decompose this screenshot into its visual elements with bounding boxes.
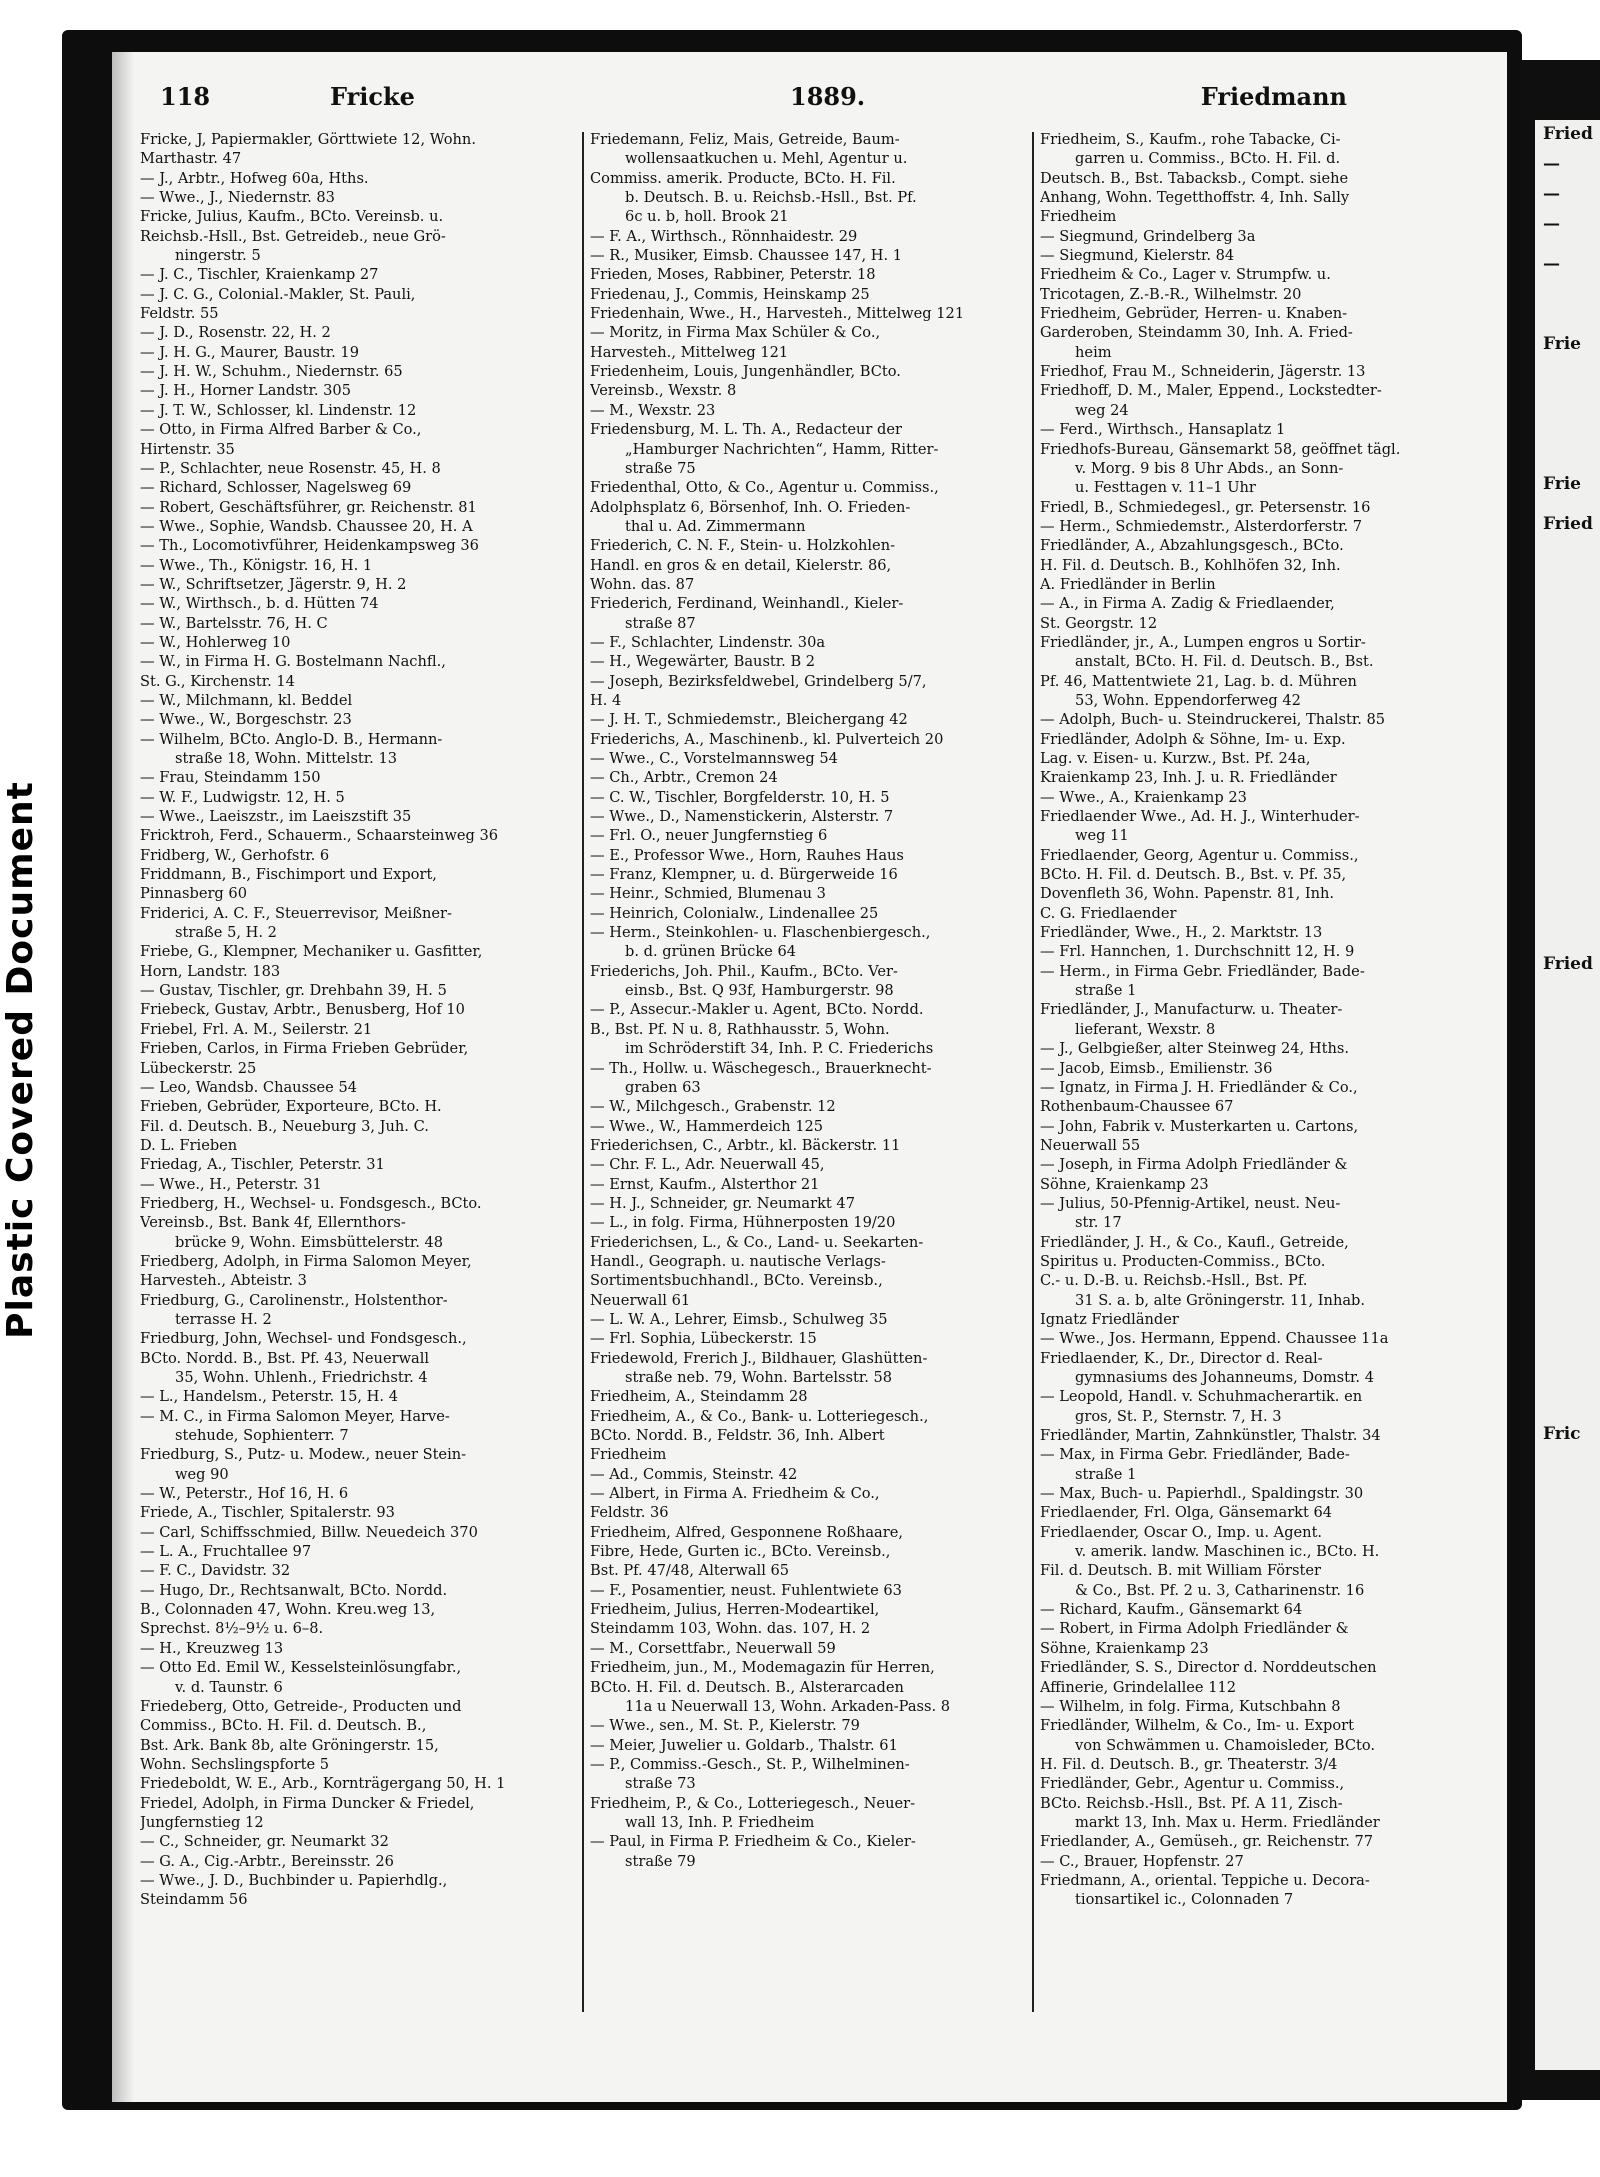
directory-entry-line: C. G. Friedlaender xyxy=(1040,904,1177,922)
directory-entry-line: Fricke, J, Papiermakler, Görttwiete 12, Wohn. xyxy=(140,131,476,148)
directory-entry-line: — Siegmund, Grindelberg 3a xyxy=(1040,227,1256,245)
directory-entry-line: — Wwe., Laeiszstr., im Laeiszstift 35 xyxy=(140,808,412,826)
directory-entry-line: Friedländer, jr., A., Lumpen engros u Sortir- xyxy=(1040,633,1366,651)
directory-entry-line: Commiss. amerik. Producte, BCto. H. Fil. xyxy=(590,169,896,187)
directory-entry-line: Friddmann, B., Fischimport und Export, xyxy=(140,866,437,884)
directory-entry-line: Frieden, Moses, Rabbiner, Peterstr. 18 xyxy=(590,266,876,284)
directory-entry-line: — Wilhelm, in folg. Firma, Kutschbahn 8 xyxy=(1040,1697,1341,1715)
directory-entry-line: — W., Wirthsch., b. d. Hütten 74 xyxy=(140,595,379,613)
directory-entry-line: BCto. Nordd. B., Bst. Pf. 43, Neuerwall xyxy=(140,1349,430,1367)
directory-entry-line: straße neb. 79, Wohn. Bartelsstr. 58 xyxy=(625,1369,893,1386)
directory-entry-line: Neuerwall 61 xyxy=(590,1291,691,1309)
directory-entry-line: Friederichsen, C., Arbtr., kl. Bäckerstr. 11 xyxy=(590,1136,901,1154)
directory-entry-line: Lübeckerstr. 25 xyxy=(140,1059,257,1077)
directory-entry-line: — Max, Buch- u. Papierhdl., Spaldingstr. 30 xyxy=(1040,1485,1364,1503)
directory-entry-line: Friedländer, A., Abzahlungsgesch., BCto. xyxy=(1040,537,1344,555)
directory-entry-line: D. L. Frieben xyxy=(140,1136,238,1154)
directory-entry-line: — J. H. T., Schmiedemstr., Bleichergang 42 xyxy=(590,711,908,729)
directory-entry-line: Frieben, Carlos, in Firma Frieben Gebrüder, xyxy=(140,1040,469,1058)
directory-entry-line: Friebe, G., Klempner, Mechaniker u. Gasfitter, xyxy=(140,943,483,961)
directory-entry-line: — L. W. A., Lehrer, Eimsb., Schulweg 35 xyxy=(590,1310,888,1328)
directory-entry-line: Wohn. das. 87 xyxy=(590,575,695,593)
directory-entry-line: B., Bst. Pf. N u. 8, Rathhausstr. 5, Wohn. xyxy=(590,1020,890,1038)
directory-entry-line: Friedeboldt, W. E., Arb., Kornträgergang 50, H. 1 xyxy=(140,1775,506,1793)
directory-entry-line: — Julius, 50-Pfennig-Artikel, neust. Neu- xyxy=(1040,1194,1341,1212)
directory-entry-line: Friedlaender, Oscar O., Imp. u. Agent. xyxy=(1040,1523,1323,1541)
directory-entry-line: — Wwe., Sophie, Wandsb. Chaussee 20, H. A xyxy=(140,517,473,535)
directory-entry-line: ningerstr. 5 xyxy=(175,247,261,265)
directory-entry-line: — F. C., Davidstr. 32 xyxy=(140,1562,291,1580)
directory-entry-line: — Wwe., J., Niedernstr. 83 xyxy=(140,189,335,207)
directory-entry-line: — John, Fabrik v. Musterkarten u. Cartons, xyxy=(1040,1117,1359,1135)
directory-entry-line: Vereinsb., Bst. Bank 4f, Ellernthors- xyxy=(140,1214,406,1232)
directory-entry-line: Friedenhain, Wwe., H., Harvesteh., Mittelweg 121 xyxy=(590,305,965,323)
directory-entry-line: — Robert, Geschäftsführer, gr. Reichenstr. 81 xyxy=(140,498,477,516)
directory-entry-line: b. Deutsch. B. u. Reichsb.-Hsll., Bst. Pf. xyxy=(625,189,917,207)
directory-entry-line: Kraienkamp 23, Inh. J. u. R. Friedländer xyxy=(1040,769,1337,787)
directory-entry-line: straße 1 xyxy=(1075,982,1137,1000)
running-head-right: Friedmann xyxy=(1200,82,1347,111)
directory-entry-line: — Wilhelm, BCto. Anglo-D. B., Hermann- xyxy=(140,730,443,748)
directory-entry-line: Friebeck, Gustav, Arbtr., Benusberg, Hof 10 xyxy=(140,1001,465,1019)
directory-entry-line: Friebel, Frl. A. M., Seilerstr. 21 xyxy=(140,1020,373,1038)
directory-entry-line: H. Fil. d. Deutsch. B., gr. Theaterstr. 3/4 xyxy=(1040,1755,1338,1773)
directory-entry-line: — Hugo, Dr., Rechtsanwalt, BCto. Nordd. xyxy=(140,1581,448,1599)
directory-entry-line: Frieben, Gebrüder, Exporteure, BCto. H. xyxy=(140,1098,442,1116)
directory-entry-line: Dovenfleth 36, Wohn. Papenstr. 81, Inh. xyxy=(1040,885,1335,903)
directory-entry-line: — W., Peterstr., Hof 16, H. 6 xyxy=(140,1485,349,1503)
directory-entry-line: 53, Wohn. Eppendorferweg 42 xyxy=(1075,691,1301,709)
directory-entry-line: — J., Gelbgießer, alter Steinweg 24, Hths. xyxy=(1040,1040,1349,1058)
directory-entry-line: terrasse H. 2 xyxy=(175,1310,272,1328)
directory-entry-line: — P., Commiss.-Gesch., St. P., Wilhelminen- xyxy=(590,1755,910,1773)
directory-entry-line: Vereinsb., Wexstr. 8 xyxy=(590,382,737,400)
directory-entry-line: — Ad., Commis, Steinstr. 42 xyxy=(590,1465,798,1483)
directory-entry-line: Tricotagen, Z.-B.-R., Wilhelmstr. 20 xyxy=(1040,285,1302,303)
directory-entry-line: Feldstr. 55 xyxy=(140,305,219,323)
directory-column-2 xyxy=(590,130,1026,2070)
directory-entry-line: — Wwe., J. D., Buchbinder u. Papierhdlg., xyxy=(140,1871,448,1889)
directory-entry-line: — Robert, in Firma Adolph Friedländer & xyxy=(1040,1620,1349,1638)
directory-entry-line: 11a u Neuerwall 13, Wohn. Arkaden-Pass. 8 xyxy=(625,1697,951,1715)
directory-entry-line: H. 4 xyxy=(590,691,622,709)
directory-entry-line: lieferant, Wexstr. 8 xyxy=(1075,1020,1216,1038)
directory-entry-line: — W., Milchmann, kl. Beddel xyxy=(140,691,353,709)
directory-entry-line: Fricktroh, Ferd., Schauerm., Schaarsteinweg 36 xyxy=(140,827,499,845)
directory-entry-line: — M., Corsettfabr., Neuerwall 59 xyxy=(590,1639,836,1657)
directory-entry-line: — W. F., Ludwigstr. 12, H. 5 xyxy=(140,788,345,806)
directory-entry-line: Bst. Ark. Bank 8b, alte Gröningerstr. 15, xyxy=(140,1736,439,1754)
directory-entry-line: — Albert, in Firma A. Friedheim & Co., xyxy=(590,1485,880,1503)
directory-entry-line: — J., Arbtr., Hofweg 60a, Hths. xyxy=(140,169,369,187)
book-page xyxy=(112,52,1507,2102)
directory-entry-line: Friderici, A. C. F., Steuerrevisor, Meißner- xyxy=(140,904,452,922)
directory-entry-line: — Ernst, Kaufm., Alsterthor 21 xyxy=(590,1175,820,1193)
directory-entry-line: Deutsch. B., Bst. Tabacksb., Compt. siehe xyxy=(1040,169,1349,187)
directory-entry-line: BCto. H. Fil. d. Deutsch. B., Bst. v. Pf. 35, xyxy=(1040,866,1347,884)
directory-entry-line: — H., Kreuzweg 13 xyxy=(140,1639,284,1657)
directory-entry-line: — Wwe., W., Borgeschstr. 23 xyxy=(140,711,352,729)
page-header xyxy=(160,82,1467,126)
side-label: Plastic Covered Document xyxy=(0,781,41,1339)
directory-entry-line: BCto. Reichsb.-Hsll., Bst. Pf. A 11, Zisch- xyxy=(1040,1794,1343,1812)
directory-entry-line: — Frau, Steindamm 150 xyxy=(140,769,321,787)
directory-entry-line: straße 87 xyxy=(625,614,696,632)
next-page-fragment xyxy=(1535,120,1600,2070)
directory-entry-line: — W., Bartelsstr. 76, H. C xyxy=(140,614,328,632)
directory-entry-line: stehude, Sophienterr. 7 xyxy=(175,1427,349,1445)
directory-entry-line: Friedenheim, Louis, Jungenhändler, BCto. xyxy=(590,363,901,381)
directory-entry-line: Wohn. Sechslingspforte 5 xyxy=(140,1755,330,1773)
directory-entry-line: Friedberg, H., Wechsel- u. Fondsgesch., BCto. xyxy=(140,1194,482,1212)
directory-entry-line: Fil. d. Deutsch. B., Neueburg 3, Juh. C. xyxy=(140,1117,429,1135)
directory-entry-line: — C., Brauer, Hopfenstr. 27 xyxy=(1040,1852,1244,1870)
directory-entry-line: Friedländer, J., Manufacturw. u. Theater- xyxy=(1040,1001,1343,1019)
next-page-text-fragment: — xyxy=(1543,254,1560,274)
directory-entry-line: thal u. Ad. Zimmermann xyxy=(625,517,806,535)
directory-entry-line: Friedhof, Frau M., Schneiderin, Jägerstr. 13 xyxy=(1040,363,1366,381)
directory-entry-line: Friedeberg, Otto, Getreide-, Producten und xyxy=(140,1697,462,1715)
directory-entry-line: Friedländer, Gebr., Agentur u. Commiss., xyxy=(1040,1775,1345,1793)
next-page-text-fragment: — xyxy=(1543,214,1560,234)
directory-entry-line: graben 63 xyxy=(625,1078,701,1096)
directory-entry-line: Söhne, Kraienkamp 23 xyxy=(1040,1639,1209,1657)
directory-entry-line: Anhang, Wohn. Tegetthoffstr. 4, Inh. Sally xyxy=(1040,189,1350,207)
directory-entry-line: Friedburg, G., Carolinenstr., Holstenthor- xyxy=(140,1291,448,1309)
directory-column-3 xyxy=(1040,130,1476,2070)
directory-entry-line: Friedheim, Gebrüder, Herren- u. Knaben- xyxy=(1040,305,1348,323)
directory-entry-line: — Otto Ed. Emil W., Kesselsteinlösungfabr., xyxy=(140,1659,462,1677)
directory-entry-line: Friedheim, A., Steindamm 28 xyxy=(590,1388,808,1406)
directory-entry-line: — R., Musiker, Eimsb. Chaussee 147, H. 1 xyxy=(590,247,903,265)
directory-entry-line: Friedheim, P., & Co., Lotteriegesch., Neuer- xyxy=(590,1794,916,1812)
directory-entry-line: — H., Wegewärter, Baustr. B 2 xyxy=(590,653,816,671)
next-page-text-fragment: Frie xyxy=(1543,334,1582,354)
directory-entry-line: — F., Posamentier, neust. Fuhlentwiete 63 xyxy=(590,1581,902,1599)
directory-entry-line: Friedländer, Wwe., H., 2. Marktstr. 13 xyxy=(1040,924,1323,942)
directory-entry-line: Friedlaender, Frl. Olga, Gänsemarkt 64 xyxy=(1040,1504,1333,1522)
directory-entry-line: St. G., Kirchenstr. 14 xyxy=(140,672,295,690)
directory-entry-line: — Leo, Wandsb. Chaussee 54 xyxy=(140,1078,358,1096)
directory-entry-line: Pinnasberg 60 xyxy=(140,885,247,903)
directory-entry-line: Commiss., BCto. H. Fil. d. Deutsch. B., xyxy=(140,1717,427,1735)
directory-entry-line: — Meier, Juwelier u. Goldarb., Thalstr. 61 xyxy=(590,1736,898,1754)
directory-entry-line: v. amerik. landw. Maschinen ic., BCto. H. xyxy=(1075,1543,1380,1561)
directory-entry-line: — Frl. Sophia, Lübeckerstr. 15 xyxy=(590,1330,817,1348)
directory-entry-line: — L., in folg. Firma, Hühnerposten 19/20 xyxy=(590,1214,896,1232)
directory-entry-line: — Ignatz, in Firma J. H. Friedländer & Co., xyxy=(1040,1078,1358,1096)
directory-entry-line: — Carl, Schiffsschmied, Billw. Neuedeich 370 xyxy=(140,1523,478,1541)
directory-entry-line: Friedenau, J., Commis, Heinskamp 25 xyxy=(590,285,870,303)
directory-entry-line: Reichsb.-Hsll., Bst. Getreideb., neue Grö- xyxy=(140,227,446,245)
gutter-shadow xyxy=(112,52,134,2102)
directory-entry-line: Friedewold, Frerich J., Bildhauer, Glashütten- xyxy=(590,1349,928,1367)
directory-entry-line: einsb., Bst. Q 93f, Hamburgerstr. 98 xyxy=(625,982,894,1000)
next-page-text-fragment: Frie xyxy=(1543,474,1582,494)
directory-entry-line: — Wwe., sen., M. St. P., Kielerstr. 79 xyxy=(590,1717,860,1735)
directory-entry-line: „Hamburger Nachrichten“, Hamm, Ritter- xyxy=(625,440,939,458)
directory-entry-line: Friedag, A., Tischler, Peterstr. 31 xyxy=(140,1156,385,1174)
directory-entry-line: — Joseph, in Firma Adolph Friedländer & xyxy=(1040,1156,1348,1174)
directory-entry-line: — P., Schlachter, neue Rosenstr. 45, H. 8 xyxy=(140,459,441,477)
directory-entry-line: weg 24 xyxy=(1075,401,1129,419)
directory-entry-line: Friedlaender, Georg, Agentur u. Commiss., xyxy=(1040,846,1359,864)
column-rule xyxy=(1032,132,1034,2012)
directory-entry-line: von Schwämmen u. Chamoisleder, BCto. xyxy=(1075,1736,1376,1754)
directory-entry-line: — Leopold, Handl. v. Schuhmacherartik. en xyxy=(1040,1388,1363,1406)
directory-entry-line: — Jacob, Eimsb., Emilienstr. 36 xyxy=(1040,1059,1273,1077)
directory-entry-line: B., Colonnaden 47, Wohn. Kreu.weg 13, xyxy=(140,1601,436,1619)
directory-entry-line: — Paul, in Firma P. Friedheim & Co., Kieler- xyxy=(590,1833,916,1851)
directory-entry-line: — Ch., Arbtr., Cremon 24 xyxy=(590,769,778,787)
directory-entry-line: — Frl. O., neuer Jungfernstieg 6 xyxy=(590,827,828,845)
directory-entry-line: Friedmann, A., oriental. Teppiche u. Decora- xyxy=(1040,1871,1370,1889)
directory-entry-line: brücke 9, Wohn. Eimsbüttelerstr. 48 xyxy=(175,1233,444,1251)
directory-entry-line: wollensaatkuchen u. Mehl, Agentur u. xyxy=(625,150,908,168)
directory-entry-line: — Chr. F. L., Adr. Neuerwall 45, xyxy=(590,1156,825,1174)
directory-entry-line: 31 S. a. b, alte Gröningerstr. 11, Inhab. xyxy=(1075,1291,1366,1309)
directory-entry-line: — Wwe., A., Kraienkamp 23 xyxy=(1040,788,1247,806)
directory-entry-line: — J. H., Horner Landstr. 305 xyxy=(140,382,352,400)
directory-entry-line: — Joseph, Bezirksfeldwebel, Grindelberg 5/7, xyxy=(590,672,927,690)
directory-entry-line: Friedlaender Wwe., Ad. H. J., Winterhuder- xyxy=(1040,808,1360,826)
directory-entry-line: Friedlander, A., Gemüseh., gr. Reichenstr. 77 xyxy=(1040,1833,1374,1851)
directory-entry-line: — Wwe., D., Namenstickerin, Alsterstr. 7 xyxy=(590,808,894,826)
directory-entry-line: — Ferd., Wirthsch., Hansaplatz 1 xyxy=(1040,421,1286,439)
directory-entry-line: — W., Hohlerweg 10 xyxy=(140,633,291,651)
directory-entry-line: — W., Schriftsetzer, Jägerstr. 9, H. 2 xyxy=(140,575,407,593)
directory-entry-line: u. Festtagen v. 11–1 Uhr xyxy=(1075,479,1256,497)
directory-entry-line: — H. J., Schneider, gr. Neumarkt 47 xyxy=(590,1194,856,1212)
directory-entry-line: — Wwe., W., Hammerdeich 125 xyxy=(590,1117,824,1135)
next-page-text-fragment: — xyxy=(1543,154,1560,174)
directory-entry-line: — J. D., Rosenstr. 22, H. 2 xyxy=(140,324,331,342)
directory-entry-line: markt 13, Inh. Max u. Herm. Friedländer xyxy=(1075,1813,1380,1831)
directory-entry-line: — M. C., in Firma Salomon Meyer, Harve- xyxy=(140,1407,450,1425)
directory-entry-line: Friedhofs-Bureau, Gänsemarkt 58, geöffnet tägl. xyxy=(1040,440,1401,458)
directory-entry-line: — Max, in Firma Gebr. Friedländer, Bade- xyxy=(1040,1446,1350,1464)
directory-entry-line: Lag. v. Eisen- u. Kurzw., Bst. Pf. 24a, xyxy=(1040,750,1311,767)
directory-entry-line: v. Morg. 9 bis 8 Uhr Abds., an Sonn- xyxy=(1075,459,1344,477)
directory-entry-line: Bst. Pf. 47/48, Alterwall 65 xyxy=(590,1562,790,1580)
directory-entry-line: Fil. d. Deutsch. B. mit William Förster xyxy=(1040,1562,1321,1580)
directory-entry-line: Neuerwall 55 xyxy=(1040,1136,1141,1154)
directory-entry-line: St. Georgstr. 12 xyxy=(1040,614,1158,632)
directory-entry-line: — Wwe., H., Peterstr. 31 xyxy=(140,1175,322,1193)
directory-entry-line: Friederich, C. N. F., Stein- u. Holzkohlen- xyxy=(590,537,896,555)
directory-entry-line: Marthastr. 47 xyxy=(140,150,242,168)
directory-entry-line: Friedel, Adolph, in Firma Duncker & Friedel, xyxy=(140,1794,475,1812)
directory-entry-line: — Richard, Kaufm., Gänsemarkt 64 xyxy=(1040,1601,1303,1619)
directory-entry-line: Spiritus u. Producten-Commiss., BCto. xyxy=(1040,1252,1326,1270)
directory-entry-line: Friedlaender, K., Dr., Director d. Real- xyxy=(1040,1349,1323,1367)
directory-entry-line: — P., Assecur.-Makler u. Agent, BCto. Nordd. xyxy=(590,1001,924,1019)
directory-entry-line: straße 1 xyxy=(1075,1465,1137,1483)
directory-entry-line: Friedländer, Martin, Zahnkünstler, Thalstr. 34 xyxy=(1040,1427,1381,1445)
column-rule xyxy=(582,132,584,2012)
directory-entry-line: — W., Milchgesch., Grabenstr. 12 xyxy=(590,1098,836,1116)
directory-entry-line: Friedheim & Co., Lager v. Strumpfw. u. xyxy=(1040,266,1331,284)
directory-entry-line: Affinerie, Grindelallee 112 xyxy=(1040,1678,1237,1696)
directory-entry-line: — G. A., Cig.-Arbtr., Bereinsstr. 26 xyxy=(140,1852,394,1870)
directory-entry-line: Friedburg, John, Wechsel- und Fondsgesch., xyxy=(140,1330,467,1348)
directory-entry-line: — Herm., Steinkohlen- u. Flaschenbiergesch., xyxy=(590,924,931,942)
directory-entry-line: Söhne, Kraienkamp 23 xyxy=(1040,1175,1209,1193)
directory-entry-line: — Adolph, Buch- u. Steindruckerei, Thalstr. 85 xyxy=(1040,711,1386,729)
directory-entry-line: — C. W., Tischler, Borgfelderstr. 10, H. 5 xyxy=(590,788,890,806)
directory-entry-line: Steindamm 103, Wohn. das. 107, H. 2 xyxy=(590,1620,871,1638)
directory-entry-line: — Wwe., Th., Königstr. 16, H. 1 xyxy=(140,556,373,574)
directory-entry-line: — Th., Locomotivführer, Heidenkampsweg 36 xyxy=(140,537,479,555)
directory-entry-line: Horn, Landstr. 183 xyxy=(140,962,281,980)
next-page-text-fragment: Fried xyxy=(1543,954,1593,974)
directory-entry-line: — Th., Hollw. u. Wäschegesch., Brauerknecht- xyxy=(590,1059,932,1077)
directory-entry-line: — M., Wexstr. 23 xyxy=(590,401,716,419)
directory-entry-line: Steindamm 56 xyxy=(140,1891,248,1909)
directory-entry-line: straße 75 xyxy=(625,459,696,477)
directory-entry-line: — Herm., in Firma Gebr. Friedländer, Bade- xyxy=(1040,962,1365,980)
directory-entry-line: straße 18, Wohn. Mittelstr. 13 xyxy=(175,750,398,767)
next-page-text-fragment: Fried xyxy=(1543,514,1593,534)
directory-entry-line: Friedhoff, D. M., Maler, Eppend., Lockstedter- xyxy=(1040,382,1382,400)
directory-entry-line: BCto. H. Fil. d. Deutsch. B., Alsterarcaden xyxy=(590,1678,904,1696)
directory-entry-line: — Richard, Schlosser, Nagelsweg 69 xyxy=(140,479,412,497)
directory-entry-line: — Gustav, Tischler, gr. Drehbahn 39, H. 5 xyxy=(140,982,447,1000)
directory-entry-line: gymnasiums des Johanneums, Domstr. 4 xyxy=(1075,1369,1374,1386)
directory-entry-line: Handl., Geograph. u. nautische Verlags- xyxy=(590,1252,886,1270)
directory-entry-line: anstalt, BCto. H. Fil. d. Deutsch. B., Bst. xyxy=(1075,653,1374,671)
directory-entry-line: BCto. Nordd. B., Feldstr. 36, Inh. Albert xyxy=(590,1427,885,1445)
directory-entry-line: Friedemann, Feliz, Mais, Getreide, Baum- xyxy=(590,131,900,148)
directory-entry-line: Friedensburg, M. L. Th. A., Redacteur der xyxy=(590,421,902,439)
directory-entry-line: Friederichs, Joh. Phil., Kaufm., BCto. Ver- xyxy=(590,962,898,980)
directory-entry-line: b. d. grünen Brücke 64 xyxy=(625,943,797,961)
directory-entry-line: weg 11 xyxy=(1075,827,1129,845)
year-heading: 1889. xyxy=(790,82,866,111)
directory-entry-line: — C., Schneider, gr. Neumarkt 32 xyxy=(140,1833,389,1851)
directory-entry-line: weg 90 xyxy=(175,1465,229,1483)
directory-entry-line: Friedheim, jun., M., Modemagazin für Herren, xyxy=(590,1659,935,1677)
directory-entry-line: — F., Schlachter, Lindenstr. 30a xyxy=(590,633,826,651)
directory-entry-line: gros, St. P., Sternstr. 7, H. 3 xyxy=(1075,1407,1282,1425)
directory-entry-line: — J. T. W., Schlosser, kl. Lindenstr. 12 xyxy=(140,401,417,419)
directory-entry-line: im Schröderstift 34, Inh. P. C. Friederichs xyxy=(625,1040,934,1058)
directory-entry-line: Friedländer, Wilhelm, & Co., Im- u. Export xyxy=(1040,1717,1354,1735)
directory-entry-line: Friedheim, A., & Co., Bank- u. Lotteriegesch., xyxy=(590,1407,929,1425)
directory-entry-line: — Franz, Klempner, u. d. Bürgerweide 16 xyxy=(590,866,898,884)
directory-entry-line: — L., Handelsm., Peterstr. 15, H. 4 xyxy=(140,1388,398,1406)
directory-entry-line: garren u. Commiss., BCto. H. Fil. d. xyxy=(1075,150,1341,168)
next-page-text-fragment: Fric xyxy=(1543,1424,1581,1444)
directory-entry-line: Friederich, Ferdinand, Weinhandl., Kieler- xyxy=(590,595,904,613)
directory-entry-line: & Co., Bst. Pf. 2 u. 3, Catharinenstr. 16 xyxy=(1075,1581,1365,1599)
directory-entry-line: — Otto, in Firma Alfred Barber & Co., xyxy=(140,421,422,439)
directory-entry-line: Adolphsplatz 6, Börsenhof, Inh. O. Frieden- xyxy=(590,498,911,516)
directory-entry-line: — Heinr., Schmied, Blumenau 3 xyxy=(590,885,826,903)
directory-entry-line: — Moritz, in Firma Max Schüler & Co., xyxy=(590,324,881,342)
directory-entry-line: — A., in Firma A. Zadig & Friedlaender, xyxy=(1040,595,1335,613)
directory-entry-line: — J. C., Tischler, Kraienkamp 27 xyxy=(140,266,379,284)
directory-entry-line: Friederichs, A., Maschinenb., kl. Pulverteich 20 xyxy=(590,730,944,748)
directory-entry-line: Fridberg, W., Gerhofstr. 6 xyxy=(140,846,330,864)
directory-entry-line: Friede, A., Tischler, Spitalerstr. 93 xyxy=(140,1504,395,1522)
next-page-text-fragment: Fried xyxy=(1543,124,1593,144)
directory-entry-line: Friedheim xyxy=(590,1446,667,1464)
directory-entry-line: straße 79 xyxy=(625,1852,696,1870)
directory-entry-line: — J. C. G., Colonial.-Makler, St. Pauli, xyxy=(140,285,416,303)
directory-entry-line: 35, Wohn. Uhlenh., Friedrichstr. 4 xyxy=(175,1369,428,1386)
directory-entry-line: Friedheim, Julius, Herren-Modeartikel, xyxy=(590,1601,880,1619)
directory-entry-line: 6c u. b, holl. Brook 21 xyxy=(625,208,789,226)
directory-entry-line: v. d. Taunstr. 6 xyxy=(175,1678,283,1696)
directory-entry-line: Friedländer, Adolph & Söhne, Im- u. Exp. xyxy=(1040,730,1346,748)
directory-entry-line: wall 13, Inh. P. Friedheim xyxy=(625,1813,815,1831)
directory-entry-line: Friedberg, Adolph, in Firma Salomon Meyer, xyxy=(140,1252,472,1270)
directory-entry-line: — E., Professor Wwe., Horn, Rauhes Haus xyxy=(590,846,904,864)
directory-entry-line: Harvesteh., Mittelweg 121 xyxy=(590,343,789,361)
directory-entry-line: Jungfernstieg 12 xyxy=(140,1813,264,1831)
directory-entry-line: Friedheim, Alfred, Gesponnene Roßhaare, xyxy=(590,1523,904,1541)
directory-entry-line: Fibre, Hede, Gurten ic., BCto. Vereinsb., xyxy=(590,1543,891,1561)
directory-entry-line: Ignatz Friedländer xyxy=(1040,1310,1179,1328)
directory-entry-line: — J. H. G., Maurer, Baustr. 19 xyxy=(140,343,359,361)
directory-entry-line: — L. A., Fruchtallee 97 xyxy=(140,1543,312,1561)
page-number: 118 xyxy=(160,82,211,111)
directory-entry-line: Pf. 46, Mattentwiete 21, Lag. b. d. Mühren xyxy=(1040,672,1357,690)
directory-entry-line: Fricke, Julius, Kaufm., BCto. Vereinsb. u. xyxy=(140,208,444,226)
next-page-text-fragment: — xyxy=(1543,184,1560,204)
directory-entry-line: Handl. en gros & en detail, Kielerstr. 86, xyxy=(590,556,892,574)
directory-entry-line: straße 73 xyxy=(625,1775,696,1793)
directory-entry-line: — Wwe., C., Vorstelmannsweg 54 xyxy=(590,750,838,767)
directory-entry-line: Garderoben, Steindamm 30, Inh. A. Fried- xyxy=(1040,324,1353,342)
directory-entry-line: str. 17 xyxy=(1075,1214,1122,1232)
directory-entry-line: — J. H. W., Schuhm., Niedernstr. 65 xyxy=(140,363,403,381)
directory-entry-line: Hirtenstr. 35 xyxy=(140,440,235,458)
directory-entry-line: — Wwe., Jos. Hermann, Eppend. Chaussee 11a xyxy=(1040,1330,1389,1348)
directory-entry-line: — Frl. Hannchen, 1. Durchschnitt 12, H. 9 xyxy=(1040,943,1355,961)
directory-entry-line: — F. A., Wirthsch., Rönnhaidestr. 29 xyxy=(590,227,858,245)
directory-entry-line: Friedenthal, Otto, & Co., Agentur u. Commiss., xyxy=(590,479,939,497)
directory-entry-line: tionsartikel ic., Colonnaden 7 xyxy=(1075,1891,1294,1909)
directory-entry-line: C.- u. D.-B. u. Reichsb.-Hsll., Bst. Pf. xyxy=(1040,1272,1308,1290)
directory-entry-line: Harvesteh., Abteistr. 3 xyxy=(140,1272,307,1290)
directory-entry-line: Sortimentsbuchhandl., BCto. Vereinsb., xyxy=(590,1272,883,1290)
directory-entry-line: straße 5, H. 2 xyxy=(175,924,277,942)
directory-entry-line: Friedländer, J. H., & Co., Kaufl., Getreide, xyxy=(1040,1233,1349,1251)
directory-entry-line: Friederichsen, L., & Co., Land- u. Seekarten- xyxy=(590,1233,924,1251)
directory-entry-line: Friedburg, S., Putz- u. Modew., neuer Stein- xyxy=(140,1446,467,1464)
directory-entry-line: Friedl, B., Schmiedegesl., gr. Petersenstr. 16 xyxy=(1040,498,1371,516)
directory-entry-line: Friedländer, S. S., Director d. Norddeutschen xyxy=(1040,1659,1377,1677)
directory-entry-line: — Herm., Schmiedemstr., Alsterdorferstr. 7 xyxy=(1040,517,1363,535)
directory-entry-line: — Heinrich, Colonialw., Lindenallee 25 xyxy=(590,904,879,922)
directory-column-1 xyxy=(140,130,576,2070)
directory-entry-line: H. Fil. d. Deutsch. B., Kohlhöfen 32, Inh. xyxy=(1040,556,1341,574)
running-head-left: Fricke xyxy=(330,82,415,111)
directory-entry-line: Sprechst. 8½–9½ u. 6–8. xyxy=(140,1620,324,1638)
directory-entry-line: heim xyxy=(1075,343,1112,361)
directory-entry-line: A. Friedländer in Berlin xyxy=(1040,575,1216,593)
directory-entry-line: — Siegmund, Kielerstr. 84 xyxy=(1040,247,1235,265)
directory-entry-line: — W., in Firma H. G. Bostelmann Nachfl., xyxy=(140,653,446,671)
directory-entry-line: Friedheim, S., Kaufm., rohe Tabacke, Ci- xyxy=(1040,131,1341,148)
directory-entry-line: Feldstr. 36 xyxy=(590,1504,669,1522)
directory-entry-line: Rothenbaum-Chaussee 67 xyxy=(1040,1098,1234,1116)
directory-entry-line: Friedheim xyxy=(1040,208,1117,226)
